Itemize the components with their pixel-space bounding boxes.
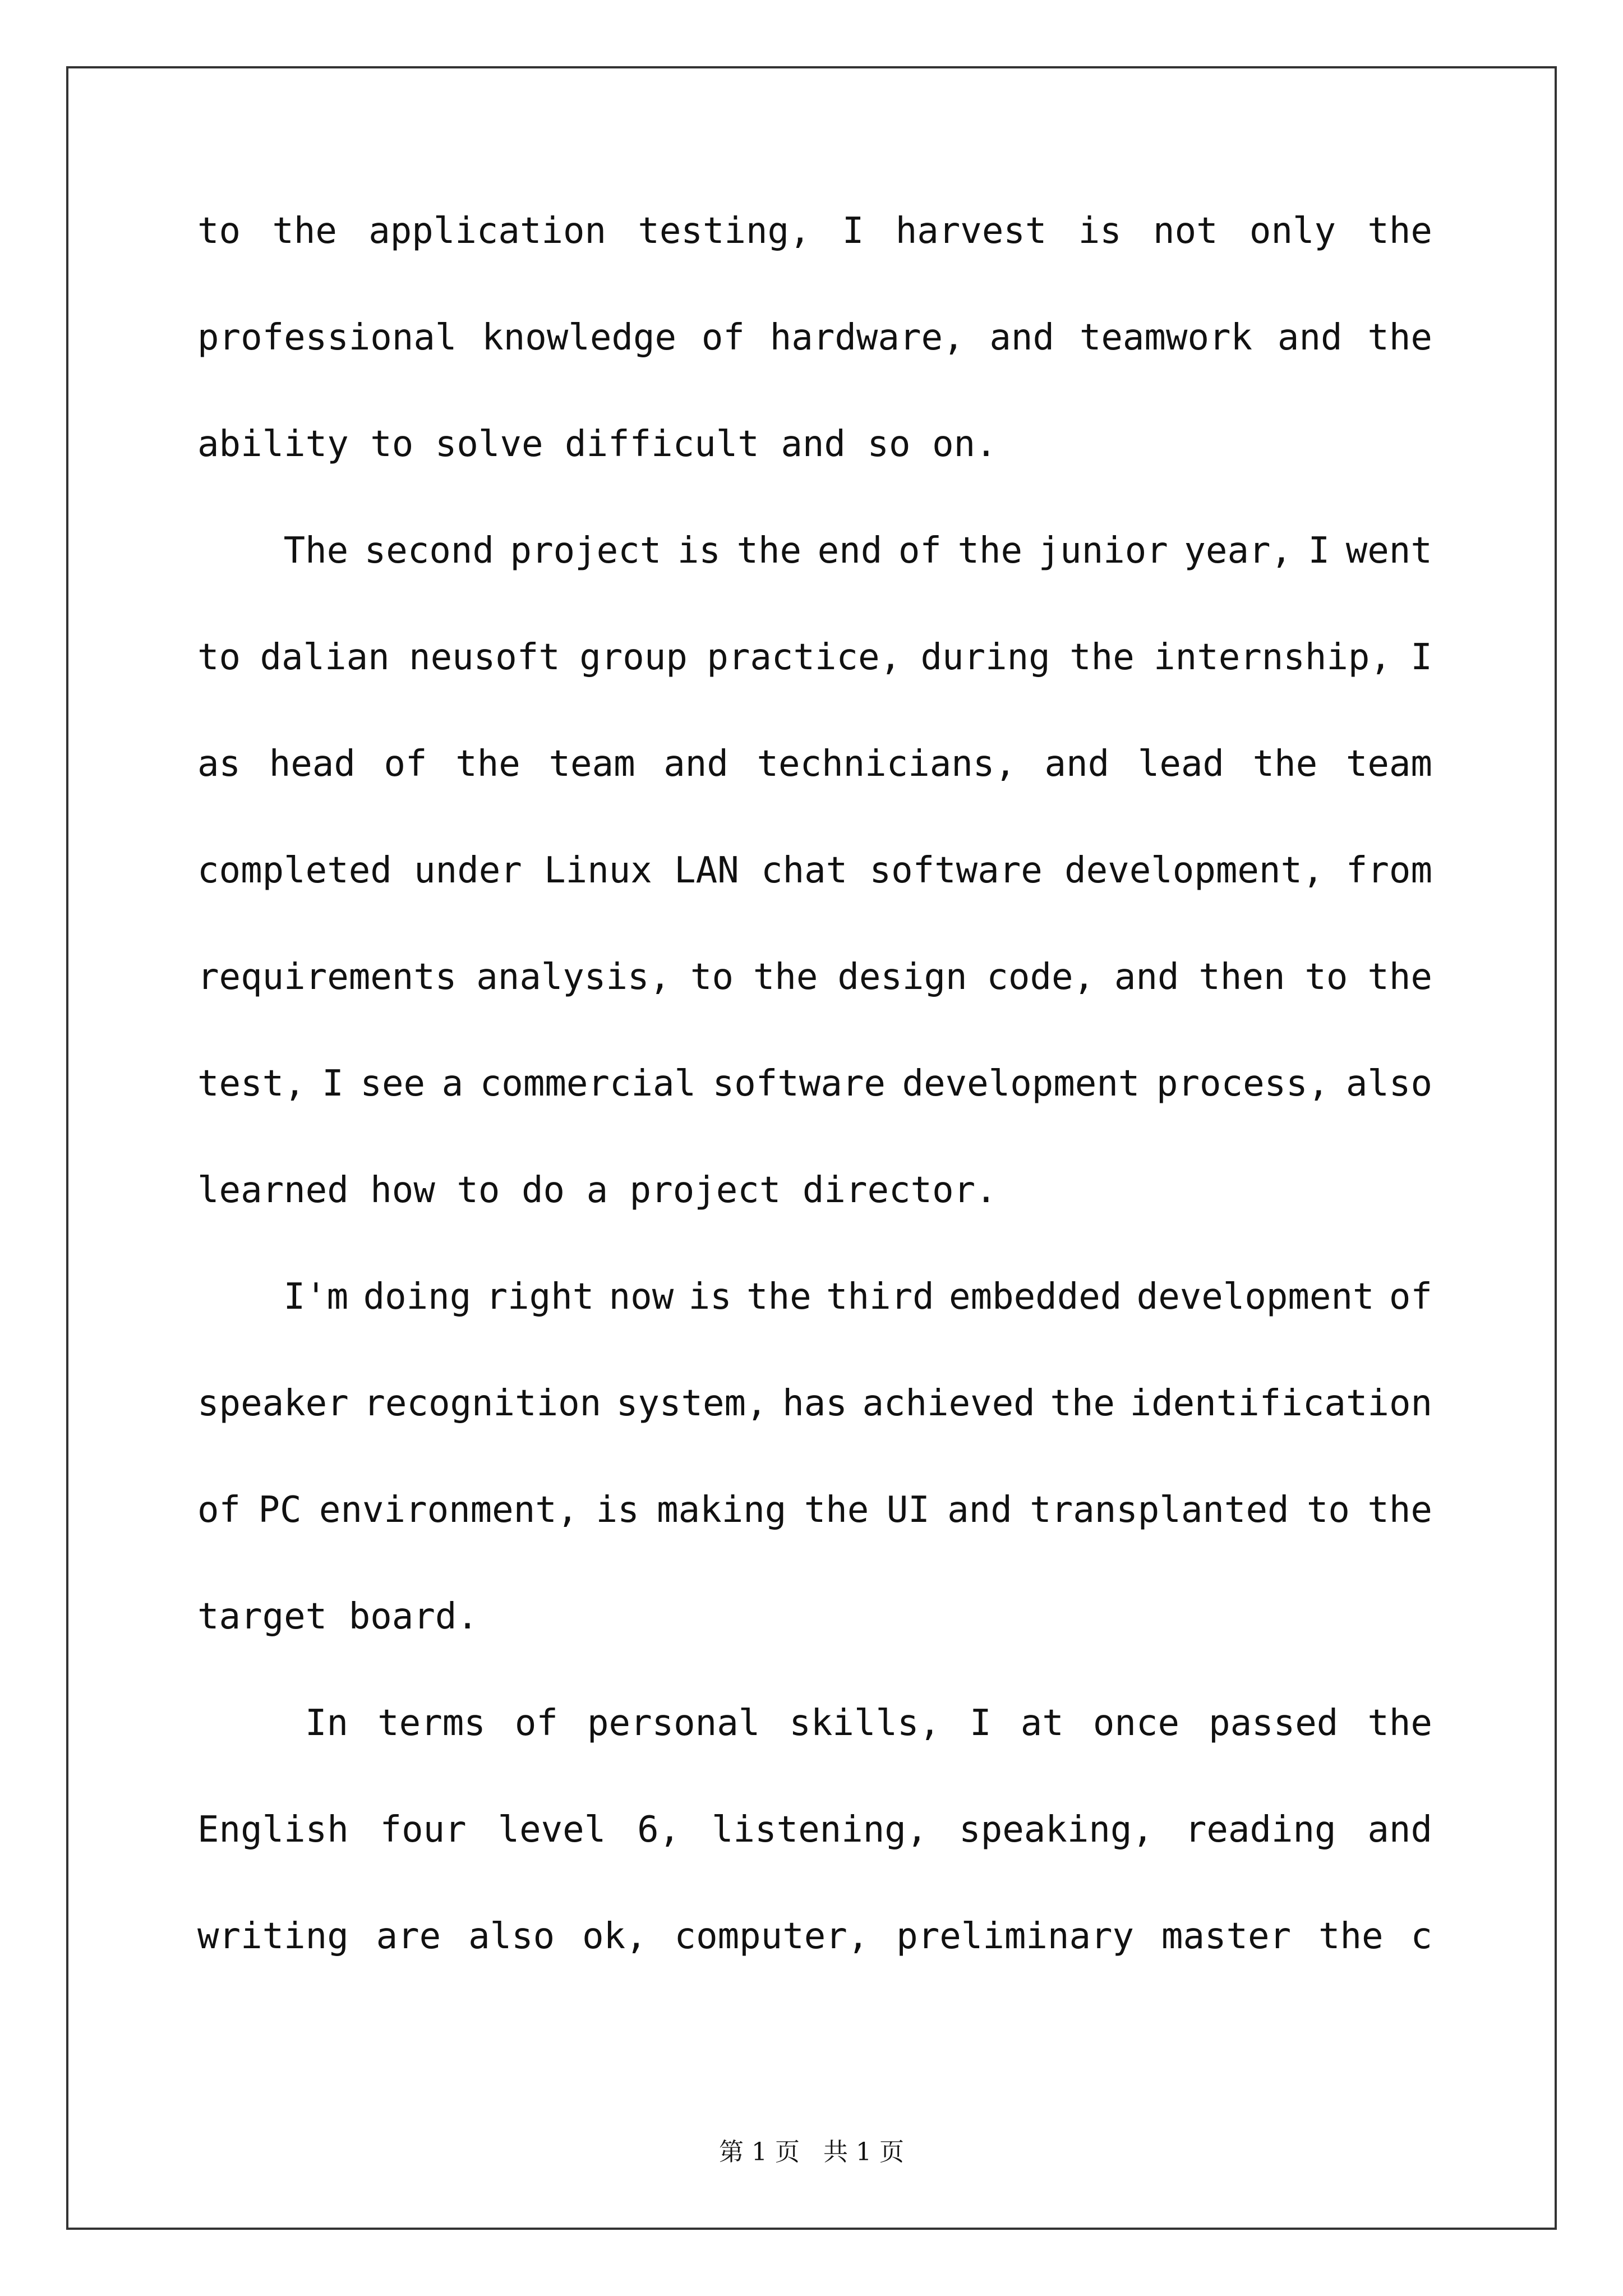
text-line-4: The second project is the end of the junior year, I went xyxy=(283,530,1432,572)
text-line-10: learned how to do a project director. xyxy=(197,1170,997,1211)
text-line-9: test, I see a commercial software development process, also xyxy=(197,1063,1432,1105)
text-line-11: I'm doing right now is the third embedded development of xyxy=(283,1276,1432,1318)
text-line-15: In terms of personal skills, I at once passed the xyxy=(305,1703,1432,1744)
text-line-2: professional knowledge of hardware, and teamwork and the xyxy=(197,317,1432,358)
text-line-16: English four level 6, listening, speaking, reading and xyxy=(197,1809,1432,1851)
text-line-7: completed under Linux LAN chat software development, from xyxy=(197,850,1432,891)
text-line-6: as head of the team and technicians, and lead the team xyxy=(197,743,1432,785)
text-line-12: speaker recognition system, has achieved the identification xyxy=(197,1383,1432,1424)
text-line-13: of PC environment, is making the UI and transplanted to the xyxy=(197,1489,1432,1531)
document-body xyxy=(197,210,1432,2025)
text-line-8: requirements analysis, to the design code, and then to the xyxy=(197,956,1432,998)
text-line-17: writing are also ok, computer, preliminary master the c xyxy=(197,1916,1432,1957)
text-line-1: to the application testing, I harvest is not only the xyxy=(197,210,1432,252)
page-number-footer: 第 1 页 共 1 页 xyxy=(719,2138,904,2166)
text-line-3: ability to solve difficult and so on. xyxy=(197,424,997,465)
text-line-5: to dalian neusoft group practice, during the internship, I xyxy=(197,637,1432,678)
text-line-14: target board. xyxy=(197,1596,478,1637)
